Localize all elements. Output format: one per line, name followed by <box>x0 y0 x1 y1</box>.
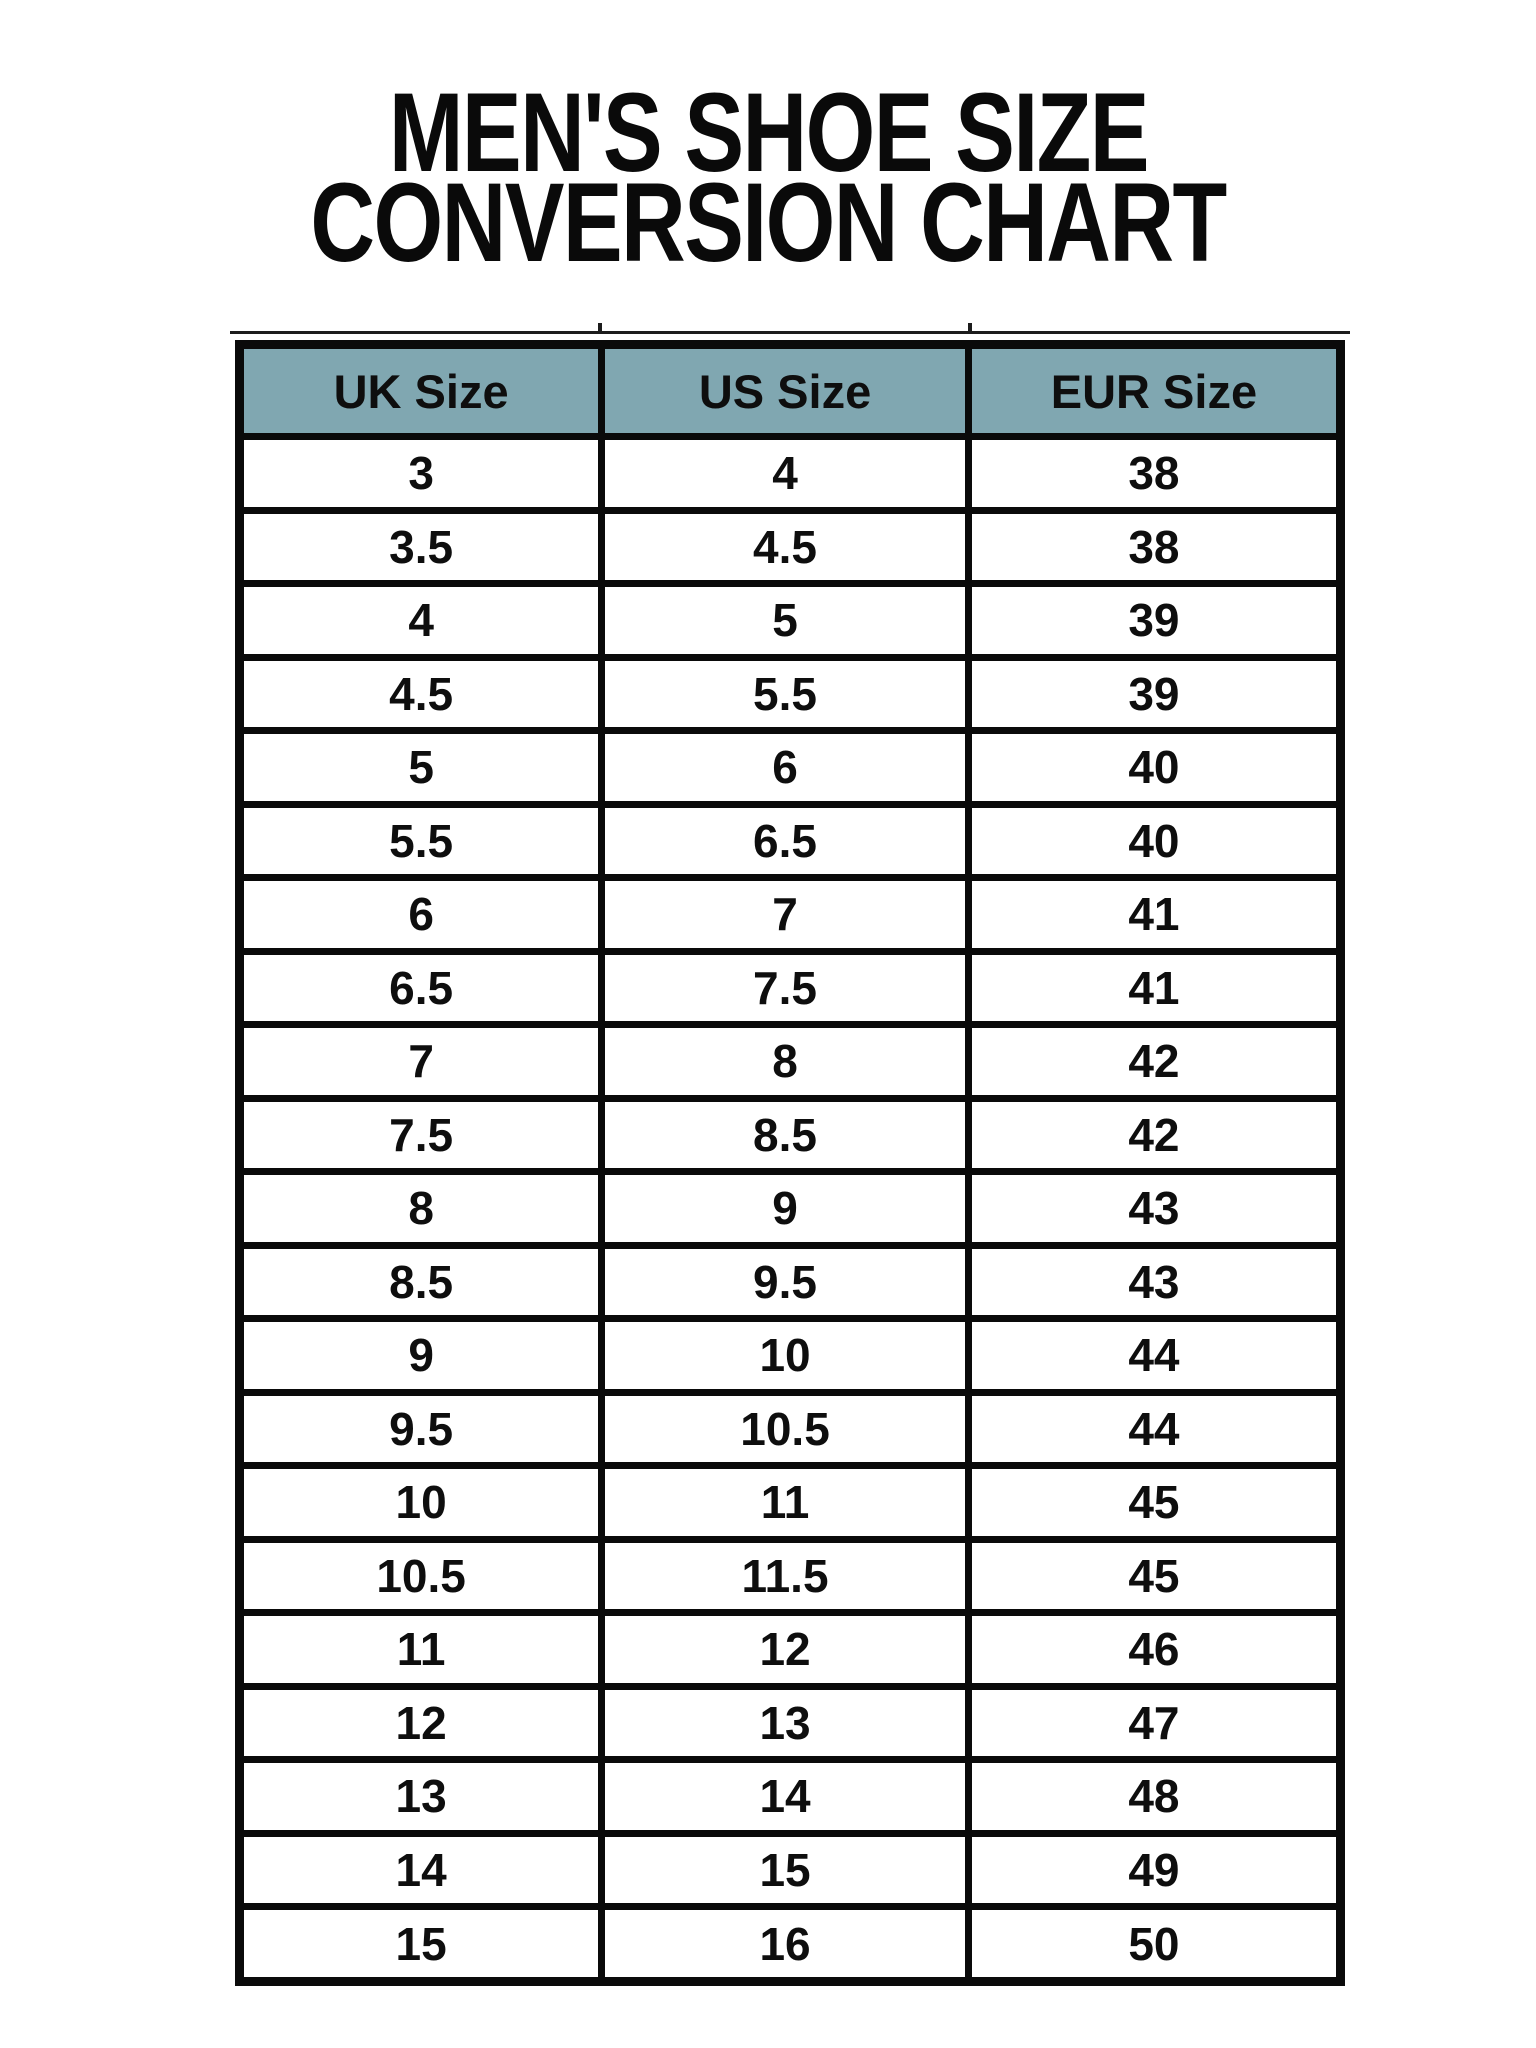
table-cell: 38 <box>968 437 1340 511</box>
table-cell: 6.5 <box>240 951 602 1025</box>
table-row <box>240 1245 1341 1319</box>
table-cell: 5 <box>602 584 969 658</box>
table-cell: 7 <box>602 878 969 952</box>
table-cell: 13 <box>602 1686 969 1760</box>
table-cell: 45 <box>968 1466 1340 1540</box>
page-title <box>0 70 1536 285</box>
grid-tick <box>598 323 602 334</box>
table-cell: 15 <box>602 1833 969 1907</box>
title-line-2: CONVERSION CHART <box>310 160 1226 285</box>
table-row <box>240 437 1341 511</box>
table-row <box>240 878 1341 952</box>
table-cell: 9 <box>602 1172 969 1246</box>
table-cell: 9.5 <box>240 1392 602 1466</box>
table-cell: 39 <box>968 657 1340 731</box>
table-cell: 5.5 <box>602 657 969 731</box>
table-row <box>240 657 1341 731</box>
table-cell: 3 <box>240 437 602 511</box>
top-rule-line <box>230 331 1350 334</box>
table-cell: 6 <box>602 731 969 805</box>
table-cell: 9 <box>240 1319 602 1393</box>
table-cell: 38 <box>968 510 1340 584</box>
table-row <box>240 804 1341 878</box>
table-cell: 4 <box>602 437 969 511</box>
table-cell: 12 <box>240 1686 602 1760</box>
table-cell: 5.5 <box>240 804 602 878</box>
table-cell: 3.5 <box>240 510 602 584</box>
table-cell: 42 <box>968 1025 1340 1099</box>
table-cell: 7.5 <box>602 951 969 1025</box>
table-row <box>240 1466 1341 1540</box>
table-cell: 4 <box>240 584 602 658</box>
table-cell: 14 <box>602 1760 969 1834</box>
table-cell: 43 <box>968 1245 1340 1319</box>
table-row <box>240 1613 1341 1687</box>
table-cell: 44 <box>968 1392 1340 1466</box>
table-row <box>240 1907 1341 1982</box>
table-cell: 39 <box>968 584 1340 658</box>
grid-tick <box>968 323 972 334</box>
table-row <box>240 1172 1341 1246</box>
table-cell: 42 <box>968 1098 1340 1172</box>
table-cell: 10 <box>240 1466 602 1540</box>
table-cell: 15 <box>240 1907 602 1982</box>
table-cell: 44 <box>968 1319 1340 1393</box>
table-cell: 11 <box>602 1466 969 1540</box>
table-header-row <box>240 345 1341 437</box>
table-row <box>240 584 1341 658</box>
table-row <box>240 1392 1341 1466</box>
table-row <box>240 1025 1341 1099</box>
table-cell: 9.5 <box>602 1245 969 1319</box>
table-cell: 46 <box>968 1613 1340 1687</box>
table-cell: 8.5 <box>240 1245 602 1319</box>
title-line-1: MEN'S SHOE SIZE <box>388 70 1148 195</box>
column-header-eur-size: EUR Size <box>968 345 1340 437</box>
column-header-us-size: US Size <box>602 345 969 437</box>
table-cell: 43 <box>968 1172 1340 1246</box>
table-cell: 5 <box>240 731 602 805</box>
table-cell: 4.5 <box>240 657 602 731</box>
table-cell: 4.5 <box>602 510 969 584</box>
table-cell: 10.5 <box>602 1392 969 1466</box>
table-row <box>240 1098 1341 1172</box>
table-row <box>240 951 1341 1025</box>
table-cell: 40 <box>968 804 1340 878</box>
table-cell: 49 <box>968 1833 1340 1907</box>
table-cell: 47 <box>968 1686 1340 1760</box>
table-cell: 48 <box>968 1760 1340 1834</box>
table-cell: 10.5 <box>240 1539 602 1613</box>
table-cell: 6 <box>240 878 602 952</box>
table-row <box>240 345 1341 437</box>
table-cell: 16 <box>602 1907 969 1982</box>
table-row <box>240 1760 1341 1834</box>
table-cell: 13 <box>240 1760 602 1834</box>
table-row <box>240 1539 1341 1613</box>
table-cell: 45 <box>968 1539 1340 1613</box>
table-row <box>240 1319 1341 1393</box>
table-row <box>240 1686 1341 1760</box>
table-cell: 40 <box>968 731 1340 805</box>
table-cell: 41 <box>968 951 1340 1025</box>
table-row <box>240 510 1341 584</box>
table-cell: 50 <box>968 1907 1340 1982</box>
table-cell: 10 <box>602 1319 969 1393</box>
table-cell: 7.5 <box>240 1098 602 1172</box>
table-row <box>240 731 1341 805</box>
table-cell: 8.5 <box>602 1098 969 1172</box>
table-cell: 11 <box>240 1613 602 1687</box>
table-cell: 7 <box>240 1025 602 1099</box>
table-cell: 6.5 <box>602 804 969 878</box>
table-cell: 11.5 <box>602 1539 969 1613</box>
table-cell: 8 <box>240 1172 602 1246</box>
table-row <box>240 1833 1341 1907</box>
table-cell: 8 <box>602 1025 969 1099</box>
table-cell: 41 <box>968 878 1340 952</box>
table-body <box>240 437 1341 1982</box>
table-cell: 12 <box>602 1613 969 1687</box>
table-cell: 14 <box>240 1833 602 1907</box>
shoe-size-conversion-table <box>235 340 1345 1986</box>
column-header-uk-size: UK Size <box>240 345 602 437</box>
